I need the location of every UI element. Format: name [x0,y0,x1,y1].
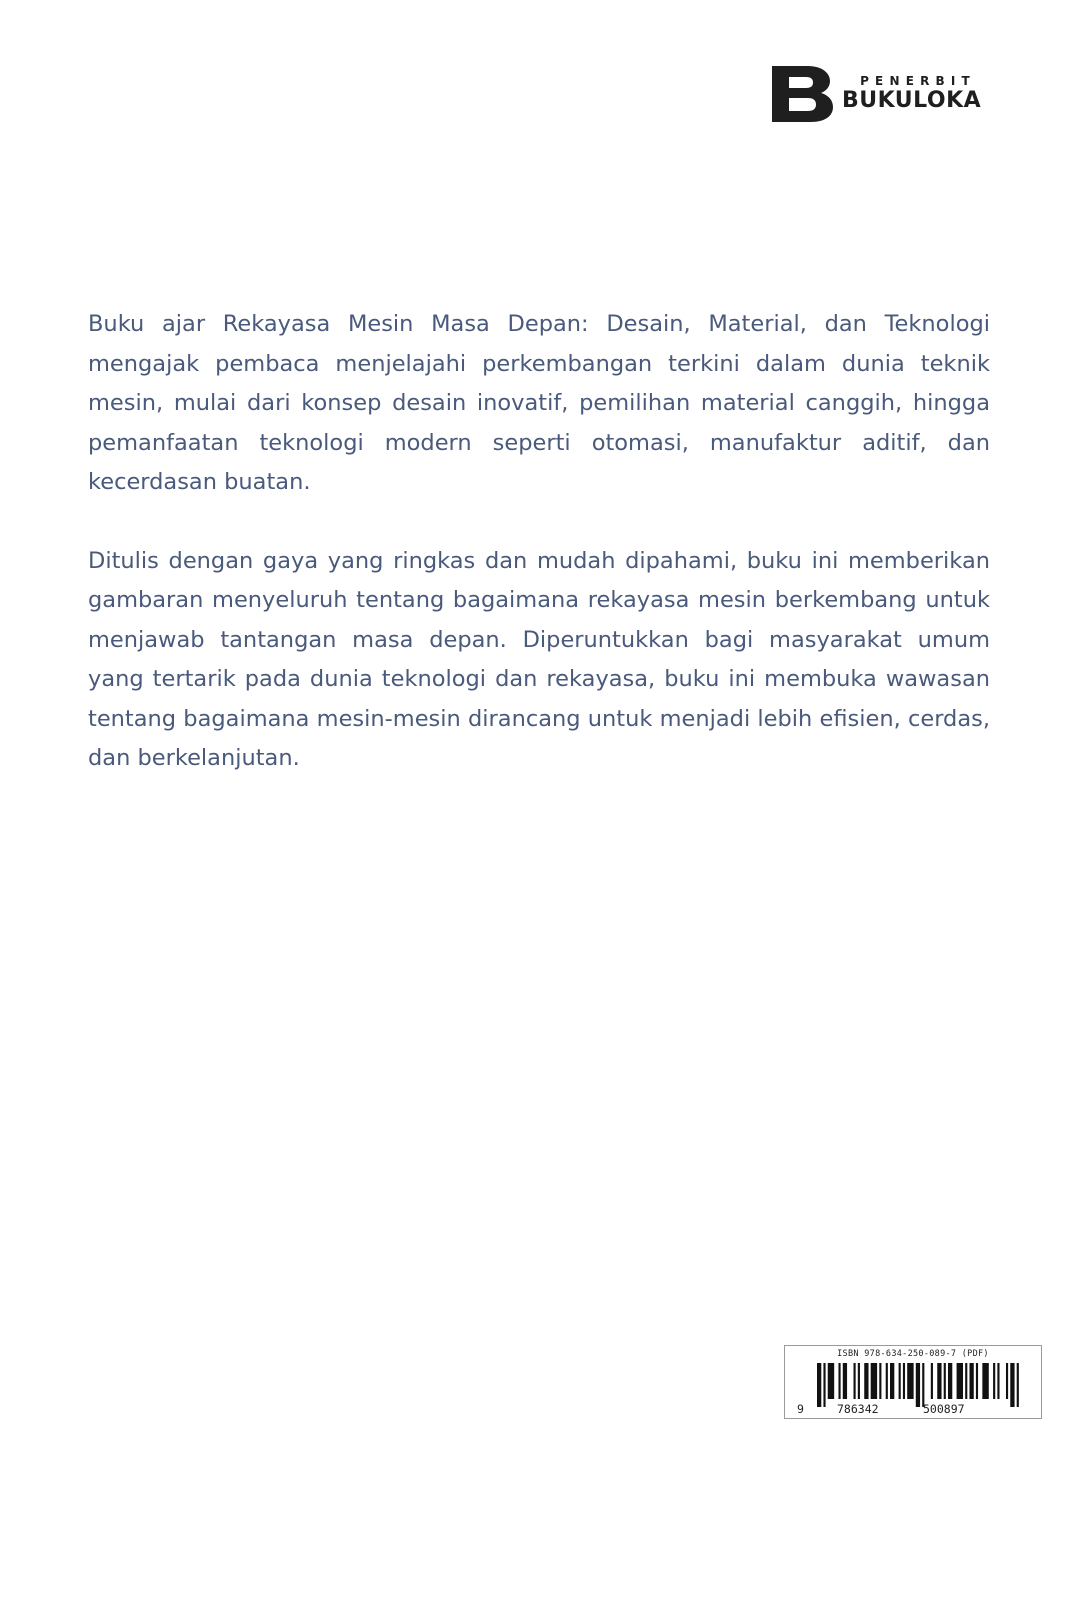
barcode-right-digits: 500897 [923,1402,965,1416]
description-paragraph: Buku ajar Rekayasa Mesin Masa Depan: Desain, Material, dan Teknologi mengajak pembaca menjelajahi perkembangan terkini dalam dunia teknik mesin, mulai dari konsep desain inovatif, pemilihan material canggih, hingga pemanfaatan teknologi modern seperti otomasi, manufaktur aditif, dan kecerdasan buatan. [88,311,990,495]
barcode-bar-1 [823,1363,825,1407]
barcode-bar-19 [944,1363,946,1399]
publisher-label: PENERBIT [860,74,976,88]
barcode-bar-9 [879,1363,881,1399]
barcode-bar-12 [899,1363,901,1399]
barcode-bar-25 [982,1363,988,1399]
barcode-bar-4 [843,1363,847,1399]
barcode-bar-26 [993,1363,995,1399]
barcode-bar-10 [886,1363,888,1399]
isbn-label: ISBN 978-634-250-089-7 (PDF) [837,1349,989,1359]
book-description [88,305,990,818]
publisher-name: BUKULOKA [842,88,982,113]
barcode-bar-13 [903,1363,905,1399]
barcode-bar-15 [916,1363,920,1407]
barcode-bar-14 [907,1363,913,1399]
isbn-barcode [784,1345,1042,1419]
publisher-logo-mark [772,66,834,122]
barcode-bar-11 [890,1363,894,1399]
barcode-bar-5 [854,1363,856,1399]
barcode-bar-22 [965,1363,967,1399]
barcode-bar-20 [948,1363,952,1399]
barcode-bar-29 [1010,1363,1014,1407]
barcode-bars [817,1363,1021,1407]
barcode-bar-7 [864,1363,868,1399]
barcode-lead-digit: 9 [797,1402,804,1416]
barcode-bar-28 [1006,1363,1008,1399]
barcode-bar-30 [1017,1363,1019,1407]
barcode-bar-21 [957,1363,963,1399]
barcode-bar-23 [969,1363,973,1399]
barcode-bar-2 [828,1363,834,1399]
barcode-bar-27 [997,1363,999,1399]
barcode-bar-17 [931,1363,933,1399]
barcode-bar-18 [937,1363,941,1399]
description-paragraph: Ditulis dengan gaya yang ringkas dan mudah dipahami, buku ini memberikan gambaran menyeluruh tentang bagaimana rekayasa mesin berkembang untuk menjawab tantangan masa depan. Diperuntukkan bagi masyarakat umum yang tertarik pada dunia teknologi dan rekayasa, buku ini membuka wawasan tentang bagaimana mesin-mesin dirancang untuk menjadi lebih efisien, cerdas, dan berkelanjutan. [88,547,990,771]
barcode-bar-8 [871,1363,877,1399]
barcode-bar-3 [838,1363,840,1399]
barcode-bar-0 [817,1363,821,1407]
barcode-left-digits: 786342 [837,1402,879,1416]
barcode-bar-16 [922,1363,924,1407]
publisher-logo [772,66,994,122]
barcode-bar-24 [976,1363,978,1399]
barcode-bar-6 [858,1363,860,1399]
